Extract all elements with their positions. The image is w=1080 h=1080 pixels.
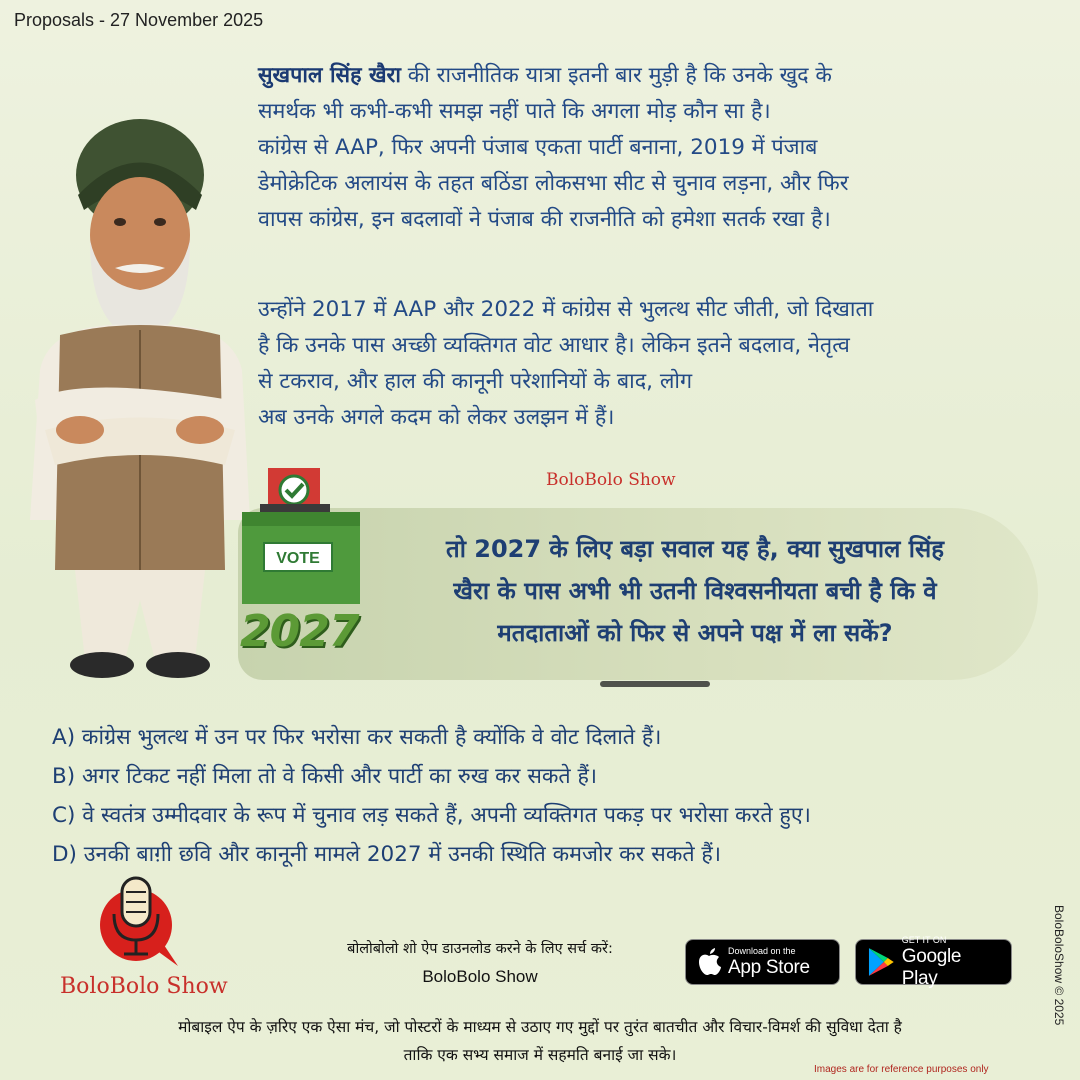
intro-line-3: कांग्रेस से AAP, फिर अपनी पंजाब एकता पार्टी बनाना, 2019 में पंजाब [258,135,818,160]
google-play-button[interactable] [855,934,1012,989]
divider [600,681,710,687]
download-instructions [260,935,700,991]
watermark: BoloBolo Show [546,470,676,490]
main-question [370,528,1020,654]
google-play-big: Google Play [901,945,962,989]
question-line-1: तो 2027 के लिए बड़ा सवाल यह है, क्या सुखपाल सिंह [446,535,944,563]
copyright-text: BoloBoloShow © 2025 [1052,905,1066,1026]
question-line-3: मतदाताओं को फिर से अपने पक्ष में ला सकें? [497,619,893,647]
footer-line-1: मोबाइल ऐप के ज़रिए एक ऐसा मंच, जो पोस्टरों के माध्यम से उठाए गए मुद्दों पर तुरंत बातचीत और विचार-विमर्श की सुविधा देता है [178,1018,902,1036]
election-year: 2027 [240,606,359,657]
microphone-icon [96,870,186,970]
answer-options [52,718,1072,874]
app-store-small: Download on the [728,945,796,956]
download-app-name: BoloBolo Show [422,967,538,986]
disclaimer: Images are for reference purposes only [814,1064,989,1075]
copyright [1048,905,1070,1065]
google-play-icon [866,946,896,978]
app-store-big: App Store [728,956,810,978]
footer-line-2: ताकि एक सभ्य समाज में सहमति बनाई जा सके। [403,1046,677,1064]
question-line-2: खैरा के पास अभी भी उतनी विश्वसनीयता बची है कि वे [453,577,937,605]
option-a[interactable]: A) कांग्रेस भुलत्थ में उन पर फिर भरोसा कर सकती है क्योंकि वे वोट दिलाते हैं। [52,725,662,750]
check-icon [280,476,308,504]
vote-label: VOTE [263,542,333,572]
intro-line-5: वापस कांग्रेस, इन बदलावों ने पंजाब की राजनीति को हमेशा सतर्क रखा है। [258,207,831,232]
body-line-4: अब उनके अगले कदम को लेकर उलझन में हैं। [258,405,615,430]
option-d[interactable]: D) उनकी बाग़ी छवि और कानूनी मामले 2027 में उनकी स्थिति कमजोर कर सकते हैं। [52,842,721,867]
body-line-2: है कि उनके पास अच्छी व्यक्तिगत वोट आधार है। लेकिन इतने बदलाव, नेतृत्व [258,333,850,358]
body-line-1: उन्होंने 2017 में AAP और 2022 में कांग्रेस से भुलत्थ सीट जीती, जो दिखाता [258,297,874,322]
subject-name: सुखपाल सिंह खैरा [258,63,401,88]
intro-line-4: डेमोक्रेटिक अलायंस के तहत बठिंडा लोकसभा सीट से चुनाव लड़ना, और फिर [258,171,849,196]
app-store-button[interactable] [685,939,840,985]
intro-paragraph [258,58,1058,238]
body-line-3: से टकराव, और हाल की कानूनी परेशानियों के बाद, लोग [258,369,693,394]
intro-line-2: समर्थक भी कभी-कभी समझ नहीं पाते कि अगला मोड़ कौन सा है। [258,99,771,124]
footer-text [40,1013,1040,1069]
option-c[interactable]: C) वे स्वतंत्र उम्मीदवार के रूप में चुनाव लड़ सकते हैं, अपनी व्यक्तिगत पकड़ पर भरोसा करते हुए। [52,803,811,828]
brand-logo-text: BoloBolo Show [60,974,228,999]
intro-line-1: की राजनीतिक यात्रा इतनी बार मुड़ी है कि उनके खुद के [400,63,832,88]
option-b[interactable]: B) अगर टिकट नहीं मिला तो वे किसी और पार्टी का रुख कर सकते हैं। [52,764,598,789]
page-header: Proposals - 27 November 2025 [14,10,264,30]
download-prompt: बोलोबोलो शो ऐप डाउनलोड करने के लिए सर्च करें: [347,941,613,957]
apple-icon [696,947,722,977]
ballot-box-icon [240,466,360,606]
body-paragraph [258,292,1058,436]
google-play-small: GET IT ON [901,934,947,945]
politician-illustration [20,100,260,690]
